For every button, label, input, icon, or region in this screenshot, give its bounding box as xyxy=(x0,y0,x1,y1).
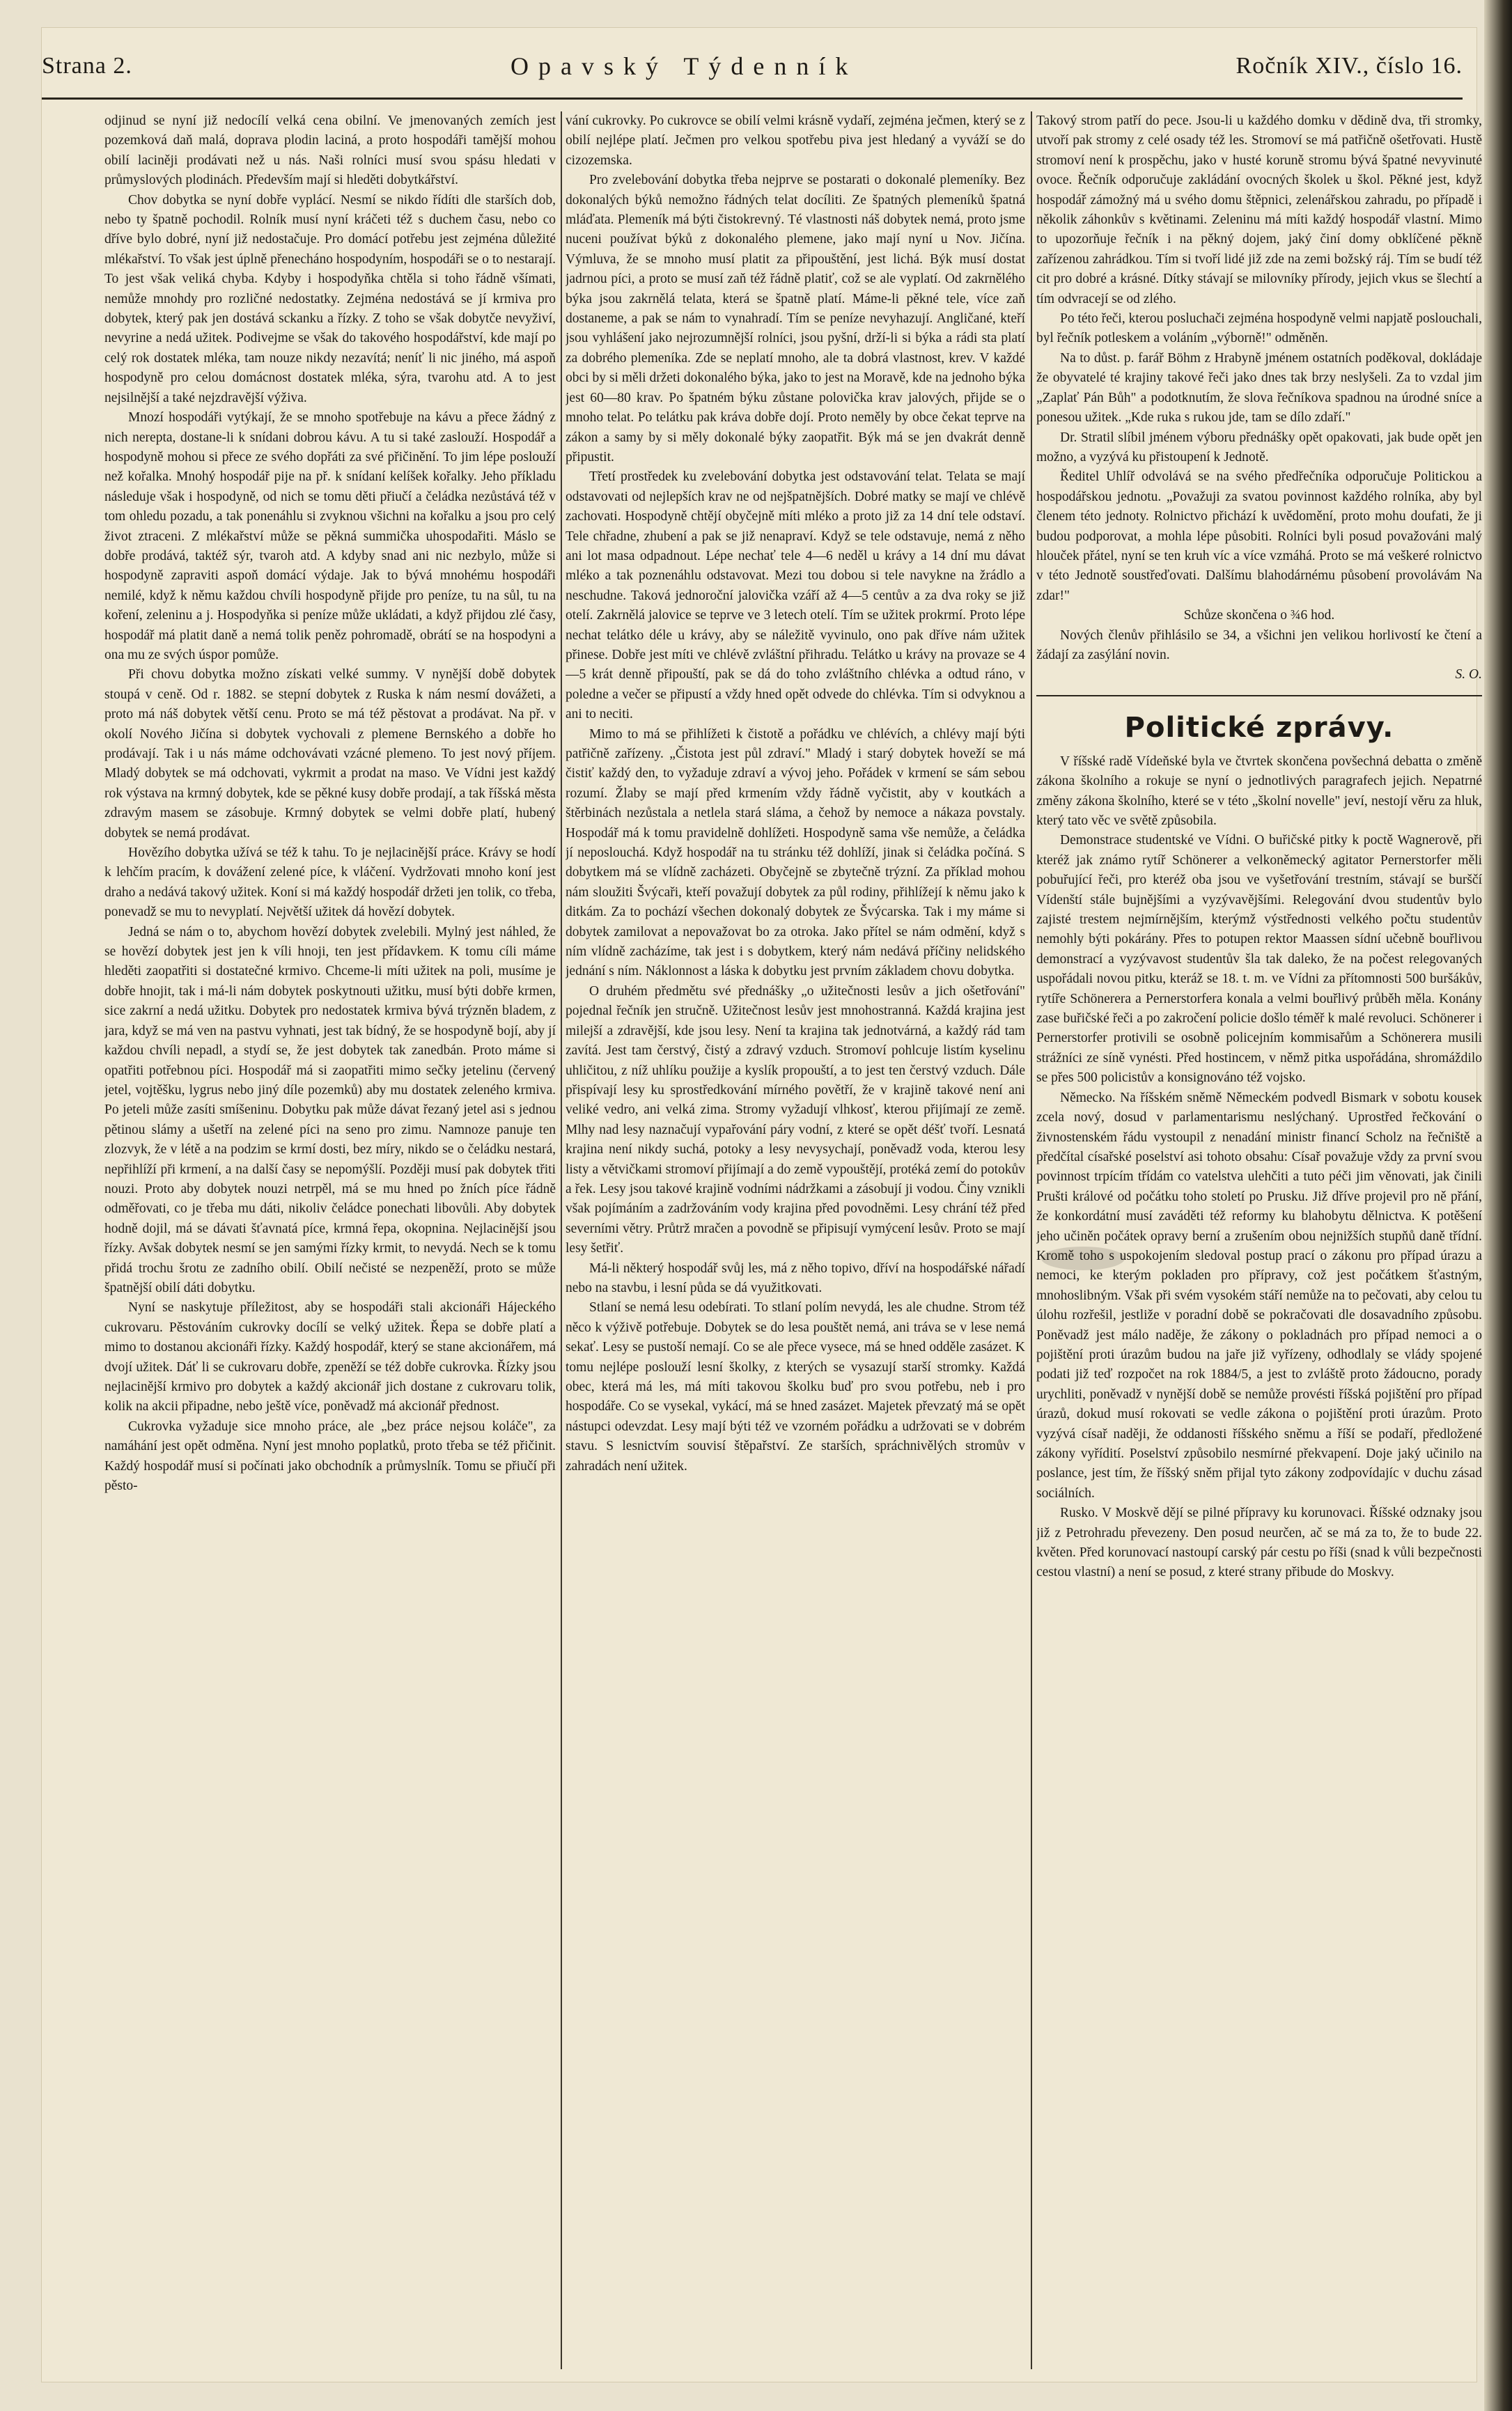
paragraph: Pro zvelebování dobytka třeba nejprve se postarati o dokonalé plemeníky. Bez dokonalých býků nemožno řádných telat docíliti. Ze špatných plemeníků špatná mláďata. Plemeník má býti čistokrevný. Té vlastnosti náš dobytek nemá, proto jsme nuceni používat býků z dokonalého plemene, jako mají nyní u Nov. Jičína. Výmluva, že se mnoho musí platit za připouštění, jest lichá. Býk musí dostat jadrnou píci, a proto se musí zaň též řádně platiť, což se ale vyplatí. Od zakrnělého býka jsou zakrnělá telata, která se špatně platí. Máme-li pěkné tele, více zaň dostaneme, a pak se nám to vynahradí. Tím se peníze nevyhazují. Angličané, kteří jsou vyhlášení jako nejrozumnější rolníci, jsou pyšní, drží-li si býka a rádi sta platí za dobrého plemeníka. Zde se neplatí mnoho, ale ta dobrá vlastnost, krev. V každé obci by si měli držeti dokonalého býka, jako to jest na Moravě, kde na jednoho býka jest 60—80 krav. Po špatném býku zůstane polovička krav jalových, přijde se o mnoho telat. Po telátku pak kráva dobře dojí. Proto neměly by obce čekat teprve na zákon a samy by si měly dokonalé býky zaopatřit. Býk má se jen dvakrát denně připustit. xyxy=(566,173,1025,465)
ink-smudge xyxy=(1041,1247,1125,1270)
column-1 xyxy=(104,111,556,2369)
paragraph: Na to důst. p. farář Böhm z Hrabyně jménem ostatních poděkoval, dokládaje že obyvatelé té krajiny takové řeči jako dnes tak brzy neslyšeli. Za to vzdal jim „Zaplať Pán Bůh" a podotknutím, že slova řečníkova spadnou na úrodné sníce a ponesou užitek. „Kde ruka s rukou jde, tam se dílo zdaří." xyxy=(1036,350,1482,426)
paragraph: Jedná se nám o to, abychom hovězí dobytek zvelebili. Mylný jest náhled, že se hovězí dobytek jest jen k víli hnoji, ten jest přídavkem. K tomu cíli máme hleděti zaopatřiti si dostatečné krmivo. Chceme-li míti užitek na poli, musíme je dobře hnojit, tak i má-li nám dobytek poskytnouti užitku, musí býti dobře krmen, sice zakrní a nedá užitku. Dobytek pro nedostatek krmiva bývá trýzněn bladem, z jara, když se má ven na pastvu vyhnati, jest tak bídný, že se hospodyně bojí, aby jí každou chvíli nepadl, a stydí se, že jest dobytek tak zanedbán. Proto máme si opatřiti potřebnou píci. Hospodář má si zaopatřiti mimo sečky jetelinu (červený jetel, vojtěšku, lygrus nebo jiný díle pozemků) aby mu dostatek zeleného krmiva. Po jeteli může zasíti smíšeninu. Dobytku pak může dávat řezaný jetel asi s jednou pětinou slámy a ušetří na zelené píci na seno pro zimu. Namnoze panuje ten zlozvyk, že v létě a na podzim se krmí dosti, bez míry, nikdo se o čeládku nestará, nepřihlíží při krmení, a na další časy se nepomýšlí. Později musí pak dobytek třiti nouzi. Proto aby dobytek nouzi netrpěl, má se mu hned po žních píce řádně odměřovati, co je třeba mu dáti, nikoliv čeládce ponechati libovůli. Aby dobytek hodně dojil, má se dávati šťavnatá píce, krmná řepa, okopnina. Nejlacinější jsou řízky. Avšak dobytek nesmí se jen samými řízky krmit, to nevydá. Nech se k tomu přidá trochu šrotu ze zadního obilí. Obilí nečisté se nezpeněží, proto se může špatnější obilí dáti dobytku. xyxy=(104,924,556,1295)
issue-volume: Ročník XIV., číslo 16. xyxy=(1236,53,1463,79)
header-rule xyxy=(42,97,1463,100)
newspaper-title: Opavský Týdenník xyxy=(511,52,858,80)
masthead xyxy=(42,42,1463,91)
paragraph: V říšské radě Vídeňské byla ve čtvrtek skončena povšechná debatta o změně zákona školního a rokuje se nyní o jednotlivých paragrafech jejich. Nepatrné změny zákona školního, které se v této „školní novelle" jeví, nestojí věru za hluk, který tato věc ve světě způsobila. xyxy=(1036,754,1482,828)
paragraph: vání cukrovky. Po cukrovce se obilí velmi krásně vydaří, zejména ječmen, který se z obilí nejlépe platí. Ječmen pro velkou spotřebu piva jest hledaný a vyváží se do cizozemska. xyxy=(566,114,1025,168)
paragraph: Schůze skončena o ¾6 hod. xyxy=(1183,608,1335,623)
paragraph: Chov dobytka se nyní dobře vyplácí. Nesmí se nikdo řídíti dle starších dob, nebo ty špatně pochodil. Rolník musí nyní kráčeti též s duchem času, nebo co dříve bylo dobré, nyní již nedostačuje. Pro domácí potřebu jest zejména důležité mlékařství. To však jest úplně přenecháno hospodyním, hospodáři se o to nestarají. To jest však veliká chyba. Kdyby i hospodyňka chtěla si toho řádně všímati, nemůže mnohdy pro rozličné nedostatky. Zejména nedostává se jí krmiva pro dobytek, který pak jen dostává sckanku a řízky. Z toho se však dobytče nevyživí, nevyrine a nedá užitek. Podivejme se však do takového hospodářství, kde mají po celý rok dostatek mléka, tam nouze nikdy nezavítá; neníť li nic jiného, má aspoň hospodyně pro celou domácnost dostatek mléka, sýra, tvarohu atd. A to jest nejsilnější a také nejzdravější výživa. xyxy=(104,192,556,405)
scan-binding-edge xyxy=(1484,0,1512,2411)
article-signature: S. O. xyxy=(1455,667,1482,682)
paragraph: odjinud se nyní již nedocílí velká cena obilní. Ve jmenovaných zemích jest pozemková daň malá, doprava plodin laciná, a proto hospodáři tamější mohou obilí laciněji prodávati než u nás. Naši rolníci musí svou spásu hledati v průmyslových plodinách. Především mají si hleděti dobytkářství. xyxy=(104,114,556,188)
paragraph: Demonstrace studentské ve Vídni. O buřičské pitky k poctě Wagnerově, při kteréž jak známo rytíř Schönerer a velkoněmecký agitator Pernerstorfer měli pobuřující řeči, pro kteréž oba jsou ve vyšetřování trestním, stávají se burščí Vídenští stále bujnějšími a vyzývavějšími. Relegování dvou studentův bylo zajisté trestem nejmírnějším, kterýmž výstřednosti velkého počtu studentův nemohly býti pokárány. Přes to potupen rektor Maassen sídní učebně bouřlivou demonstrací a vyzývavost studentův šla tak daleko, že na počest relegovaných uspořádali novou pitku, kteráž se 18. t. m. ve Vídni za přítomnosti 500 buršákův, rytíře Schönerera a Pernerstorfera konala a velmi bouřlivý průběh měla. Konány zase buřičské řeči a po zakročení policie došlo téměř k malé revoluci. Schönerer i Pernerstorfer protivili se osobně policejním kommisařům a Schönerera musili strážníci ze síně vynésti. Před hostincem, v němž pitka uspořádána, shromáždilo se přes 500 policistův a konsignováno též vojsko. xyxy=(1036,833,1482,1086)
paragraph: Hovězího dobytka užívá se též k tahu. To je nejlacinější práce. Krávy se hodí k lehčím pracím, k dovážení zelené píce, k vláčení. Vydržovati mnoho koní jest draho a nedává takový užitek. Koní si má každý hospodář držeti jen tolik, co třeba, ponevadž se mu to nevyplatí. Největší užitek dá hovězí dobytek. xyxy=(104,845,556,920)
paragraph: Po této řeči, kterou posluchači zejména hospodyně velmi napjatě poslouchali, byl řečník potleskem a voláním „výborně!" odměněn. xyxy=(1036,311,1482,346)
paragraph: Třetí prostředek ku zvelebování dobytka jest odstavování telat. Telata se mají odstavovati od nejlepších krav ne od nejšpatnějších. Dobré matky se mají ve chlévě zachovati. Hospodyně chtějí obyčejně míti mléko a proto již za 14 dní tele odstaví. Tele chřadne, zhubení a pak se již nenapraví. Když se tele odstavuje, nemá z něho ani lot masa odpadnout. Lépe nechať tele 4—6 neděl u krávy a 14 dní mu dávat mléko a tak poznenáhlu odstavovat. Mezi tou dobou si tele navykne na žrádlo a neschudne. Taková jednoroční jalovička vzáří až 4—5 centův a za dva roky se již otelí. Zakrnělá jalovice se teprve ve 3 letech otelí. Tím se užitek prokrmí. Proto lépe nechat telátko déle u krávy, aby se náležitě vyvinulo, ono pak dříve nám užitek přinese. Dobře jest míti ve chlévě zvláštní přihradu. Telátko u krávy na provaze se 4—5 krát denně připouští, pak se dá do toho zvláštního chlévka a odtud ráno, v poledne a večer se připustí a vždy hned opět odvede do chlévka. Tím si odvyknou a ani to neciti. xyxy=(566,469,1025,722)
paragraph: Nových členův přihlásilo se 34, a všichni jen velikou horlivostí ke čtení a žádají za zasýlání novin. xyxy=(1036,627,1482,662)
paragraph: Má-li některý hospodář svůj les, má z něho topivo, dříví na hospodářské nářadí nebo na stavbu, i lesní půda se dá využitkovati. xyxy=(566,1261,1025,1295)
paragraph: Rusko. V Moskvě dějí se pilné přípravy ku korunovaci. Říšské odznaky jsou již z Petrohradu převezeny. Den posud neurčen, ač se má za to, že to bude 22. květen. Před korunovací nastoupí carský pár cestu po říši (snad k vůli bezpečnosti cestou vlastní) a není se posud, z které strany přibude do Moskvy. xyxy=(1036,1506,1482,1580)
page-number: Strana 2. xyxy=(42,53,132,79)
section-heading: Politické zprávy. xyxy=(1036,695,1482,744)
paragraph: Mnozí hospodáři vytýkají, že se mnoho spotřebuje na kávu a přece žádný z nich nerepta, dostane-li k snídani dobrou kávu. A tu si také zaslouží. Hospodář a hospodyně mohou si přece ze svého dopřáti za své přičinění. To jim lépe poslouží než kořalka. Mnohý hospodář pije na př. k snídaní kelíšek kořalky. Jeho příkladu následuje však i hospodyně, od nich se tomu děti přiučí a čeládka nezůstává též v tom ohledu pozadu, a tak ponenáhlu si zvyknou všichni na kořalku a jsou pro celý život ztraceni. Z mlékařství může se pěkná summička uhospodařiti. Máslo se dobře prodává, taktéž sýr, tvaroh atd. A kdyby snad ani nic nezbylo, může si hospodyně zapraviti aspoň domácí výdaje. Jak to bývá mnohému hospodáři nemilé, když k němu každou chvíli hospodyně přijde pro peníze, tu na sůl, tu na koření, zeleninu a j. Hospodyňka si peníze může ukládati, a když přijdou zlé časy, hospodář má platit daně a nemá tolik peněz pohromadě, obrátí se na hospodyni a ona mu ze svých úspor pomůže. xyxy=(104,410,556,662)
column-3 xyxy=(1036,111,1482,2369)
paragraph: Cukrovka vyžaduje sice mnoho práce, ale „bez práce nejsou koláče", za namáhání jest opět odměna. Nyní jest mnoho poplatků, proto třeba se též přičinit. Každý hospodář musí si počínati jako obchodník a průmyslník. Tomu se přiučí při pěsto- xyxy=(104,1419,556,1494)
paragraph: Stlaní se nemá lesu odebírati. To stlaní polím nevydá, les ale chudne. Strom též něco k výživě potřebuje. Dobytek se do lesa pouštět nemá, ani tráva se v lese nemá sekať. Lesy se pustoší nemají. Co se ale přece vysece, má se hned odděle zasázet. K tomu nejlépe poslouží lesní školky, z kterých se vysazují starší stromky. Každá obec, která má les, má míti takovou školku buď pro svou potřebu, neb i pro hospodáře. Co se vysekal, vykácí, má se hned zasázet. Majetek převzatý má se opět nástupci odevzdat. Lesy mají býti též ve vzorném pořádku a udržovati se v dobrém stavu. S lesnictvím souvisí štěpařství. Ze starších, spráchnivělých stromův v zahradách není užitek. xyxy=(566,1300,1025,1474)
paragraph: Takový strom patří do pece. Jsou-li u každého domku v dědině dva, tři stromky, utvoří pak stromy z celé osady též les. Stromoví se má patřičně ošetřovati. Hustě stromoví není k prospěchu, jako v husté koruně stromu bývá špatné nevyvinuté ovoce. Řečník odporučuje zakládání ovocných školek u škol. Pěkné jest, když hospodář zámožný má u svého domu štěpnici, zelenářskou zahradu, po případě i několik záhonkův s květinami. Zeleninu má míti každý hospodář vlastní. Mimo to upozorňuje řečník i na pěkný dojem, jaký činí domy obklíčené pěkně zařízenou zahrádkou. Tím si tvoří lidé již zde na zemi božský ráj. Tím se budí též cit pro dobré a krásné. Dítky stávají se milovníky přírody, jejich vkus se šlechtí a tím odvracejí se od zlého. xyxy=(1036,114,1482,306)
paragraph: Mimo to má se přihlížeti k čistotě a pořádku ve chlévích, a chlévy mají býti patřičně zařízeny. „Čistota jest půl zdraví." Mladý i starý dobytek hoveží se má čistiť každý den, to vyžaduje zdraví a vývoj jeho. Pořádek v krmení se sám sebou rozumí. Žlaby se mají před krmením vždy řádně vyčistit, aby v koutkách a štěrbinách nezůstala a netlela stará sláma, a čehož by nemoce a nákaza povstaly. Hospodář má k tomu pravidelně dohlížeti. Hospodyně sama vše nemůže, a čeládka jí neposlouchá. Když hospodář na tu stránku též dohlíží, jinak si čeládka počíná. S dobytkem má se vlídně zacházeti. Obyčejně se zbytečně trýzní. Za příklad mohou nám sloužiti Švýcaři, kteří považují dobytek za půl rodiny, přihlížejí k němu jako k ditkám. Za to pochází všechen dokonalý dobytek ze Švýcarska. Tak i my máme si dobytek zamilovat a nepovažovat bo za otroka. Jako přítel se nám odmění, když s ním vlídně zacházíme, tak jest i s dobytkem, který nám nedává příčiny nelidského jednání s ním. Náklonnost a láska k dobytku jest prvním základem chovu dobytka. xyxy=(566,726,1025,979)
paragraph: O druhém předmětu své přednášky „o užitečnosti lesův a jich ošetřování" pojednal řečník jen stručně. Užitečnost lesův jest mnohostranná. Každá krajina jest milejší a zdravější, kde jsou lesy. Není ta krajina tak jednotvárná, a každý rád tam zavítá. Jest tam čerstvý, čistý a zdravý vzduch. Stromoví pohlcuje listím kyselinu uhličitou, z níž uhlíku použije a kyslík propouští, a to jest ten čerstvý vzduch. Dále přispívají lesy ku sprostředkování mírného povětří, že v krajině takové není ani veliké vedro, ani velká zima. Stromy vyžadují vlhkosť, kterou přijímají ze země. Mlhy nad lesy naznačují vypařování páry vodní, z které se opět déšť tvoří. Lesnatá krajina není nikdy suchá, potoky a lesy nevysychají, poněvadž voda, kterou lesy listy a větvičkami stromoví přijímají a do země vypouštějí, protéká zemí do potokův a řek. Lesy jsou takové krajině vodními nádržkami a zásobují ji vodou. Činy vznikli však pojímáním a zadržováním vody krajina před povodněmi. Lesy chrání též před severními větry. Průtrž mračen a povodně se připisují vymýcení lesův. Proto se mají lesy šetřiť. xyxy=(566,983,1025,1256)
column-divider xyxy=(561,111,562,2369)
paragraph: Německo. Na říšském sněmě Německém podvedl Bismark v sobotu kousek zcela nový, dosud v parlamentarismu neslýchaný. Uprostřed řečkování o živnostenském řádu vystoupil z nenadání ministr financí Scholz na řečniště a předčítal císařské poselství asi tohoto obsahu: Císař považuje vždy za první svou povinnost trpícím třídám co vatelstva ulehčiti a tuto péči jim věnovati, jak činili Prušti králové od počátku toho století po Prusku. Již dříve projevil pro ně přání, že konkordátní musí zaváděti též reformy ku blahobytu dělnictva. K potěšení jeho učiněn počátek opravy berní a zrušením obou nejnižších stupňů daně třídní. Kromě toho s uspokojením sledoval postup prací o zákonu pro případ úrazu a nemoci, ke kterým pokladen pro přípravy, což jest počátkem šťastným, mnohoslibným. Však při svém vysokém stáří nemůže na to pečovati, aby celou tu úlohu rozřešil, jestliže v poradní době se pokračovati dle dosavadního způsobu. Poněvadž jest málo naděje, že zákony o pokladnách pro případ nemoci a o pojištění proti úrazům budou na jaře již vyřízeny, odhodlaly se vlády spojené podati již teď rozpočet na rok 1884/5, a jest to zvláště proto žádoucno, porady urychliti, poněvadž v nynější době se nemůže provésti říšská pojištění pro případ úrazů, dokud musí rokovati se vedle zákona o pojištění proti úrazům. Proto vyzývá císař naději, že oddanosti říšského sněmu a říší se podaří, předložené zákony vyřídití. Poselství způsobilo nesmírné překvapení. Doje jaký učinilo na poslance, jest tím, že říšský sněm přijal tyto zákony zodpovídajíc v duchu zásad sociálních. xyxy=(1036,1090,1482,1501)
paragraph: Ředitel Uhlíř odvolává se na svého předřečníka odporučuje Politickou a hospodářskou jednotu. „Považuji za svatou povinnost každého rolníka, aby byl členem této jednoty. Rolnictvo přichází k uvědomění, proto mohu doufati, že ji budou podporovat, a mohla lépe působiti. Rolníci byli posud považováni malý hlouček přátel, nyní se ten kruh víc a více vzmáhá. Proto se má veškeré rolnictvo v této Jednotě soustřeďovati. Dalšímu blahodárnému působení provolávám Na zdar!" xyxy=(1036,469,1482,603)
paragraph: Dr. Stratil slíbil jménem výboru přednášky opět opakovati, jak bude opět jen možno, a vyzývá ku přistoupení k Jednotě. xyxy=(1036,430,1482,465)
paragraph: Nyní se naskytuje příležitost, aby se hospodáři stali akcionáři Hájeckého cukrovaru. Pěstováním cukrovky docílí se velký užitek. Řepa se dobře platí a mimo to dostanou akcionáři řízky. Každý hospodář, který se stane akcionářem, má dvojí užitek. Dáť li se cukrovaru dobře, zpeněží se též dobře cukrovka. Řízky jsou nejlacinější krmivo pro dobytek a každý akcionář jich dostane z cukrovaru tolik, kolik na akcii připadne, nebo ještě více, poněvadž má akcionář přednost. xyxy=(104,1300,556,1414)
paragraph: Při chovu dobytka možno získati velké summy. V nynější době dobytek stoupá v ceně. Od r. 1882. se stepní dobytek z Ruska k nám nesmí dovážeti, a proto má náš dobytek větší cenu. Proto se má též pěstovat a prodávat. Na př. v okolí Nového Jičína si dobytek vychovali z plemene Bernského a dobře ho prodávají. Tak i u nás máme odchovávati vzácné plemeno. To jest nový příjem. Mladý dobytek se má odchovati, vykrmit a prodat na maso. Ve Vídni jest každý rok výstava na krmný dobytek, kde se pěkné kusy dobře prodají, a tak říšská města zdravým masem se zásobuje. Krmný dobytek se velmi dobře platí, hubený dobytek se nemá prodávat. xyxy=(104,667,556,841)
column-divider xyxy=(1031,111,1032,2369)
column-2 xyxy=(566,111,1025,2369)
